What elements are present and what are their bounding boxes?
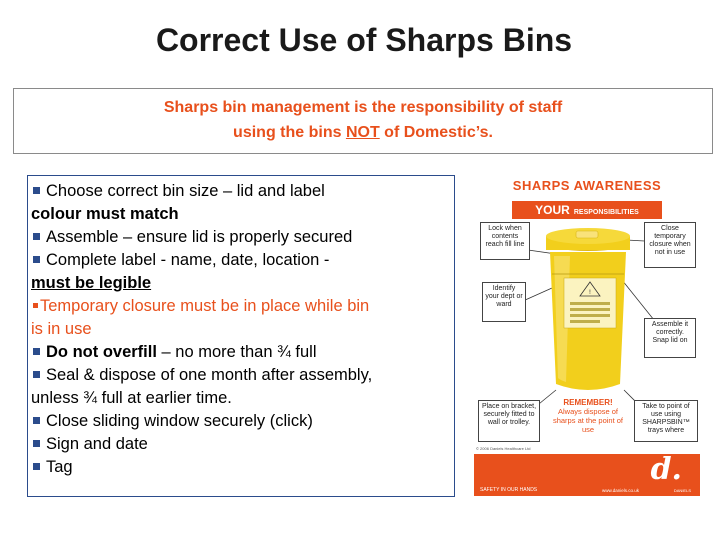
bullet-icon [33,187,40,194]
banner-text: using the bins [233,124,346,141]
callout-bracket: Place on bracket, securely fitted to wall or trolley. [478,400,540,442]
callout-fill-line: Lock when contents reach fill line [480,222,530,260]
list-item: Sign and date [28,433,454,456]
banner-text: of Domestic’s. [379,124,493,141]
remember-note: REMEMBER! Always dispose of sharps at the point of use [552,398,624,434]
banner-line-1: Sharps bin management is the responsibility of staff [163,99,563,116]
page-title: Correct Use of Sharps Bins [155,22,573,58]
copyright: © 2006 Daniels Healthcare Ltd [476,446,531,451]
bullet-icon [33,233,40,240]
bullet-icon [33,463,40,470]
sharps-awareness-poster [474,170,700,496]
brand-name: DANIELS [673,488,691,493]
banner-line-2 [14,120,712,145]
list-item: Temporary closure must be in place while bin is in use [31,297,370,338]
callout-assemble: Assemble it correctly. Snap lid on [644,318,696,358]
banner-not-emphasis: NOT [345,124,380,141]
bullet-icon [33,256,40,263]
poster-heading: SHARPS AWARENESS [512,178,662,193]
safety-slogan: SAFETY IN OUR HANDS [480,487,538,493]
list-item: Seal & dispose of one month after assembly, unless ¾ full at earlier time. [31,366,373,407]
bullet-icon [33,440,40,447]
poster-responsibilities-bar: YOUR RESPONSIBILITIES [512,201,662,219]
emphasis: colour must match [31,205,179,223]
responsibility-banner [13,88,713,154]
website: www.daniels.co.uk [602,488,640,493]
list-item: Close sliding window securely (click) [28,410,454,433]
list-item: Assemble – ensure lid is properly secured [28,226,454,249]
callout-point-of-use: Take to point of use using SHARPSBIN™ trays where [634,400,698,442]
list-item: Tag [28,456,454,479]
callout-temporary-closure: Close temporary closure when not in use [644,222,696,268]
emphasis: must be legible [31,274,152,292]
instructions-list [27,175,455,497]
bullet-icon [33,303,38,308]
sharps-bin-icon [546,228,630,390]
list-item: Choose correct bin size – lid and label colour must match [31,182,325,223]
bullet-icon [33,348,40,355]
daniels-logo: d. [650,452,682,487]
callout-identify: Identify your dept or ward [482,282,526,322]
poster-footer [474,454,700,496]
svg-text:!: ! [588,289,592,296]
bullet-icon [33,417,40,424]
list-item: Do not overfill – no more than ¾ full [28,341,454,364]
emphasis: Do not overfill [46,343,157,361]
list-item: Complete label - name, date, location - must be legible [31,251,330,292]
bullet-icon [33,371,40,378]
